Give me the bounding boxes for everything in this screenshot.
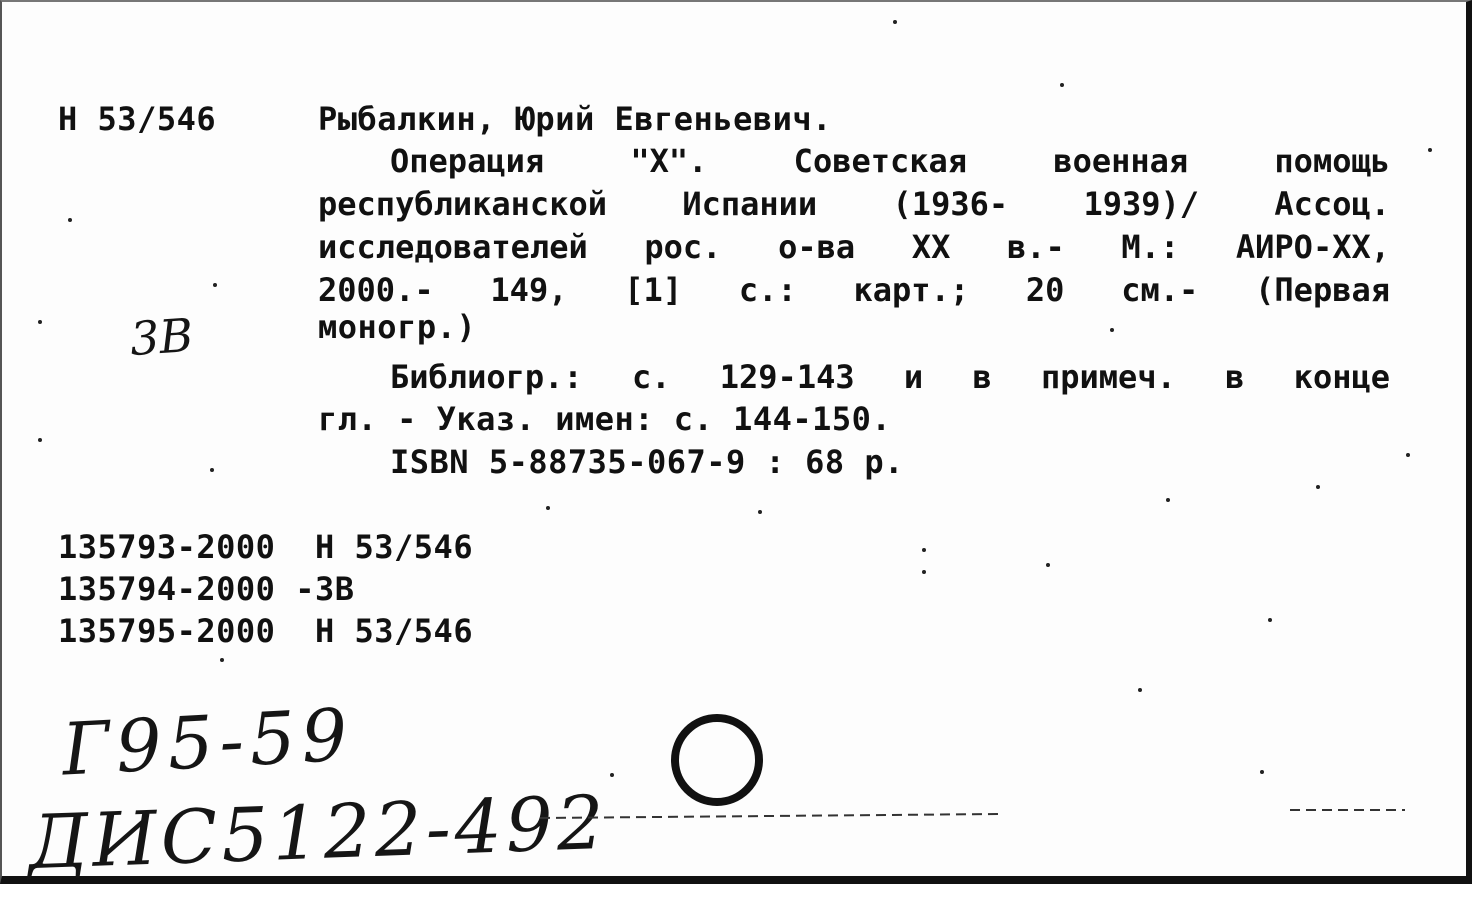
punch-hole-circle [675,718,759,802]
dashed-rule-left [540,814,1000,818]
isbn-price: ISBN 5-88735-067-9 : 68 р. [390,443,904,481]
description-line-1: Операция "X". Советская военная помощь [390,142,1390,180]
scan-specks [38,20,1432,777]
notes-line-2: гл. - Указ. имен: с. 144-150. [318,400,892,438]
author-heading: Рыбалкин, Юрий Евгеньевич. [318,100,832,138]
description-line-4: 2000.- 149, [1] с.: карт.; 20 см.- (Первая [318,271,1390,309]
accession-location: Н 53/546 [314,528,474,566]
accession-location: -3В [295,570,355,608]
description-line-2: республиканской Испании (1936- 1939)/ Ассоц. [318,185,1390,223]
shelf-mark: Н 53/546 [58,100,217,138]
handwritten-room-mark: 3В [128,307,195,367]
description-line-3: исследователей рос. о-ва XX в.- М.: АИРО-ХХ, [318,228,1390,266]
description-line-5: моногр.) [318,308,477,346]
handwritten-code-2: ДИС5122-492 [26,779,610,887]
accession-number: 135794-2000 [58,570,276,608]
accession-number: 135795-2000 [58,612,276,650]
accession-number: 135793-2000 [58,528,276,566]
notes-line-1: Библиогр.: с. 129-143 и в примеч. в конце [390,358,1390,396]
handwritten-code-1: Г95-59 [60,692,356,792]
accession-location: Н 53/546 [314,612,474,650]
